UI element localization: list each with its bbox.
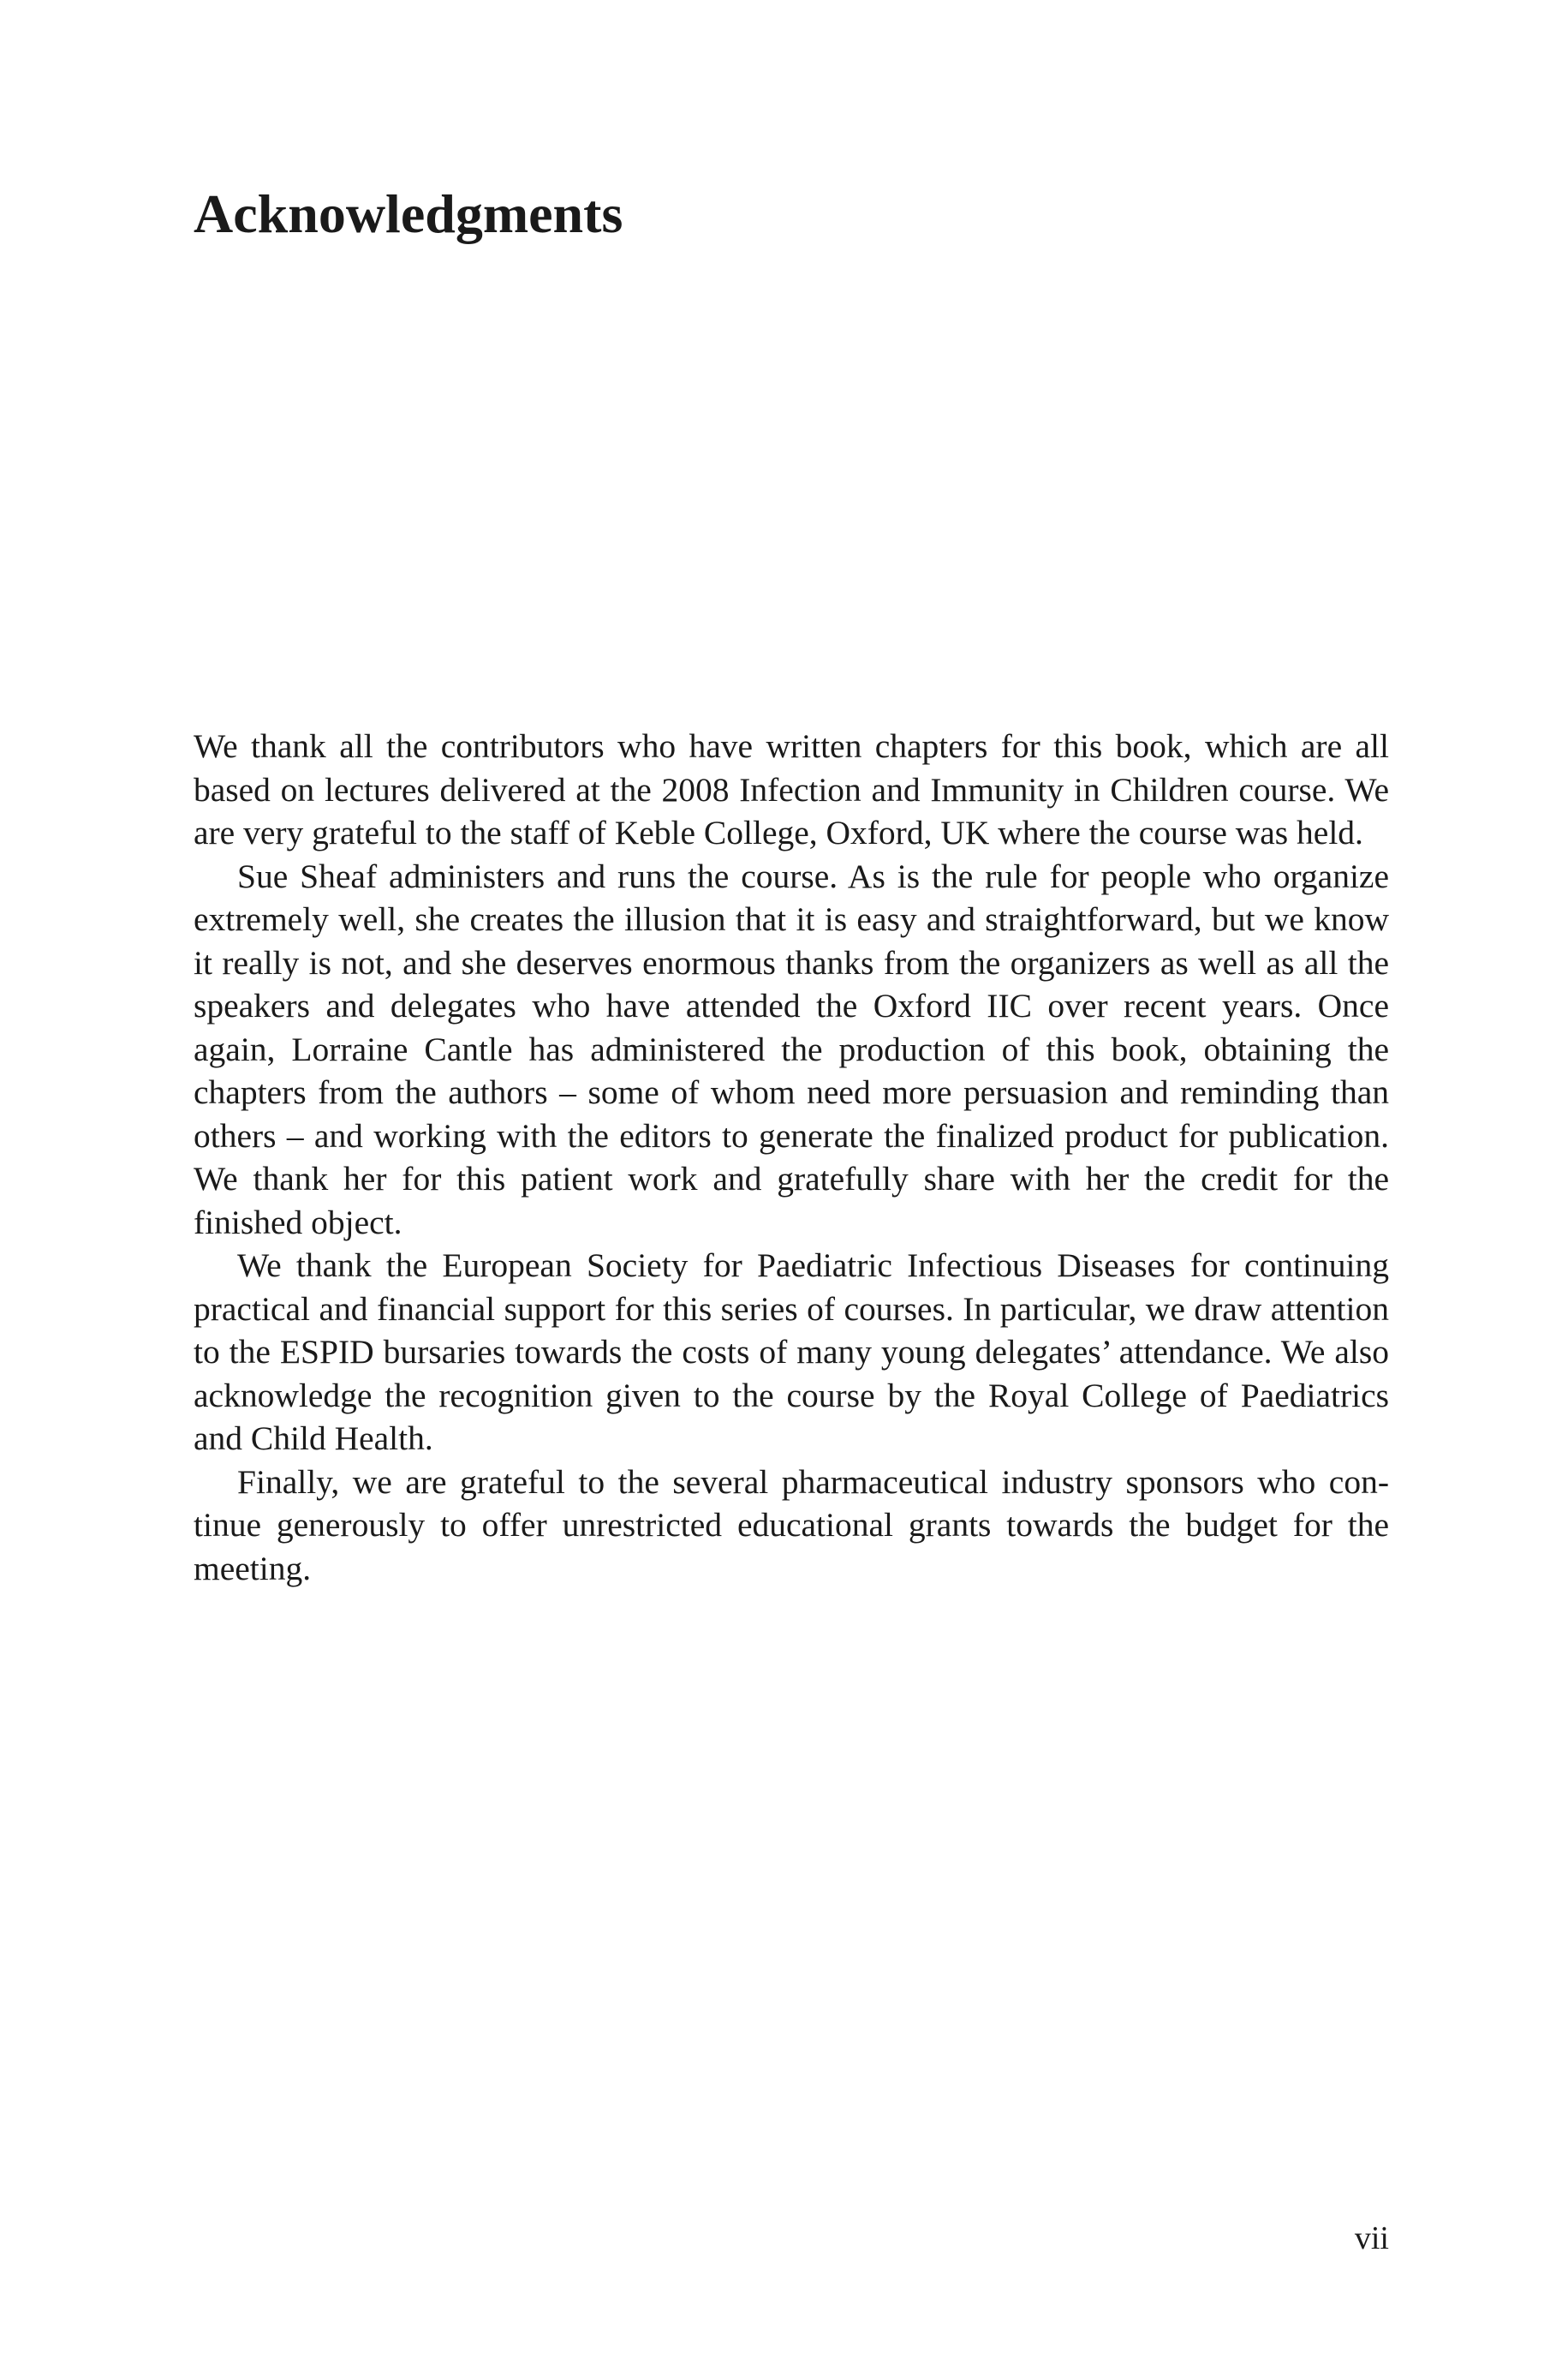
- page-title: Acknowledgments: [194, 183, 623, 244]
- paragraph-contributors: We thank all the contributors who have written chapters for this book, which are all based on lectures delivered at the 2008 Infection and Immunity in Children course. We are very grateful to the staff of Keble College, Oxford, UK where the course was held.: [194, 727, 1389, 851]
- page-number: vii: [1354, 2220, 1389, 2256]
- paragraph-espid-support: We thank the European Society for Paediatric Infectious Diseases for continuing practical and financial support for this series of courses. In particular, we draw attention to the ESPID bursaries towards the costs of many young delegates’ attendance. We also acknowledge the recognition given to the course by the Royal College of Paediatrics and Child Health.: [194, 1246, 1389, 1457]
- paragraph-course-administration: Sue Sheaf administers and runs the course. As is the rule for people who organize extremely well, she creates the illusion that it is easy and straightforward, but we know it really is not, and she deserves enormous thanks from the organizers as well as all the speakers and delegates who have attended the Oxford IIC over recent years. Once again, Lorraine Cantle has administered the production of this book, obtaining the chapters from the authors – some of whom need more persuasion and reminding than others – and working with the editors to generate the finalized product for publication. We thank her for this patient work and gratefully share with her the credit for the finished object.: [194, 857, 1389, 1241]
- acknowledgments-body: [194, 725, 1389, 1590]
- paragraph-sponsors: Finally, we are grateful to the several pharmaceutical industry sponsors who continue generously to offer unrestricted educational grants towards the budget for the meeting.: [194, 1462, 1389, 1587]
